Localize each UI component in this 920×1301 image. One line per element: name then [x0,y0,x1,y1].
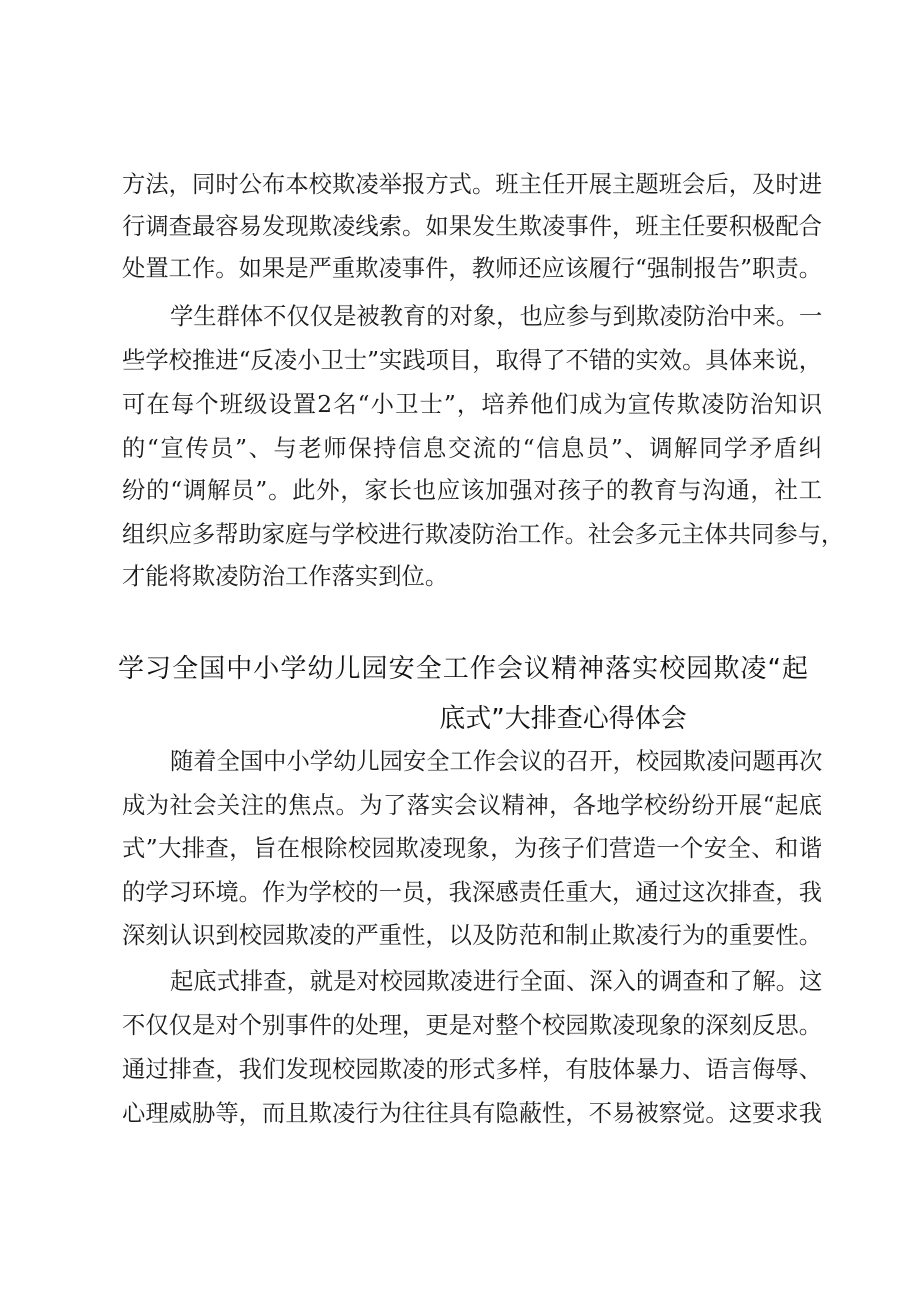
text-line: 处置工作。如果是严重欺凌事件，教师还应该履行“强制报告”职责。 [122,255,822,282]
text-line: 深刻认识到校园欺凌的严重性，以及防范和制止欺凌行为的重要性。 [122,922,822,949]
text-line: 才能将欺凌防治工作落实到位。 [122,563,449,590]
text-line: 随着全国中小学幼儿园安全工作会议的召开，校园欺凌问题再次 [170,748,823,775]
text-line: 组织应多帮助家庭与学校进行欺凌防治工作。社会多元主体共同参与， [122,521,845,548]
text-line: 的学习环境。作为学校的一员，我深感责任重大，通过这次排查，我 [122,879,822,906]
text-line: 些学校推进“反凌小卫士”实践项目，取得了不错的实效。具体来说， [122,347,822,374]
text-line: 不仅仅是对个别事件的处理，更是对整个校园欺凌现象的深刻反思。 [122,1012,822,1039]
text-line: 心理威胁等，而且欺凌行为往往具有隐蔽性，不易被察觉。这要求我 [122,1100,822,1127]
text-line: 通过排查，我们发现校园欺凌的形式多样，有肢体暴力、语言侮辱、 [122,1056,822,1083]
text-line: 方法，同时公布本校欺凌举报方式。班主任开展主题班会后，及时进 [122,171,822,198]
text-line: 的“宣传员”、与老师保持信息交流的“信息员”、调解同学矛盾纠 [122,435,822,462]
text-line: 式”大排查，旨在根除校园欺凌现象，为孩子们营造一个安全、和谐 [122,835,822,862]
text-line: 起底式排查，就是对校园欺凌进行全面、深入的调查和了解。这 [170,968,823,995]
text-line: 学生群体不仅仅是被教育的对象，也应参与到欺凌防治中来。一 [170,303,823,330]
text-line: 可在每个班级设置2名“小卫士”，培养他们成为宣传欺凌防治知识 [122,391,822,418]
title-line-1: 学习全国中小学幼儿园安全工作会议精神落实校园欺凌“起 [118,654,808,684]
title-line-2 [118,697,808,741]
text-line: 成为社会关注的焦点。为了落实会议精神，各地学校纷纷开展“起底 [122,792,822,819]
text-line: 行调查最容易发现欺凌线索。如果发生欺凌事件，班主任要积极配合 [122,213,822,240]
text-line: 纷的“调解员”。此外，家长也应该加强对孩子的教育与沟通，社工 [122,477,822,504]
title-line-2-text: 底式”大排查心得体会 [439,704,687,734]
